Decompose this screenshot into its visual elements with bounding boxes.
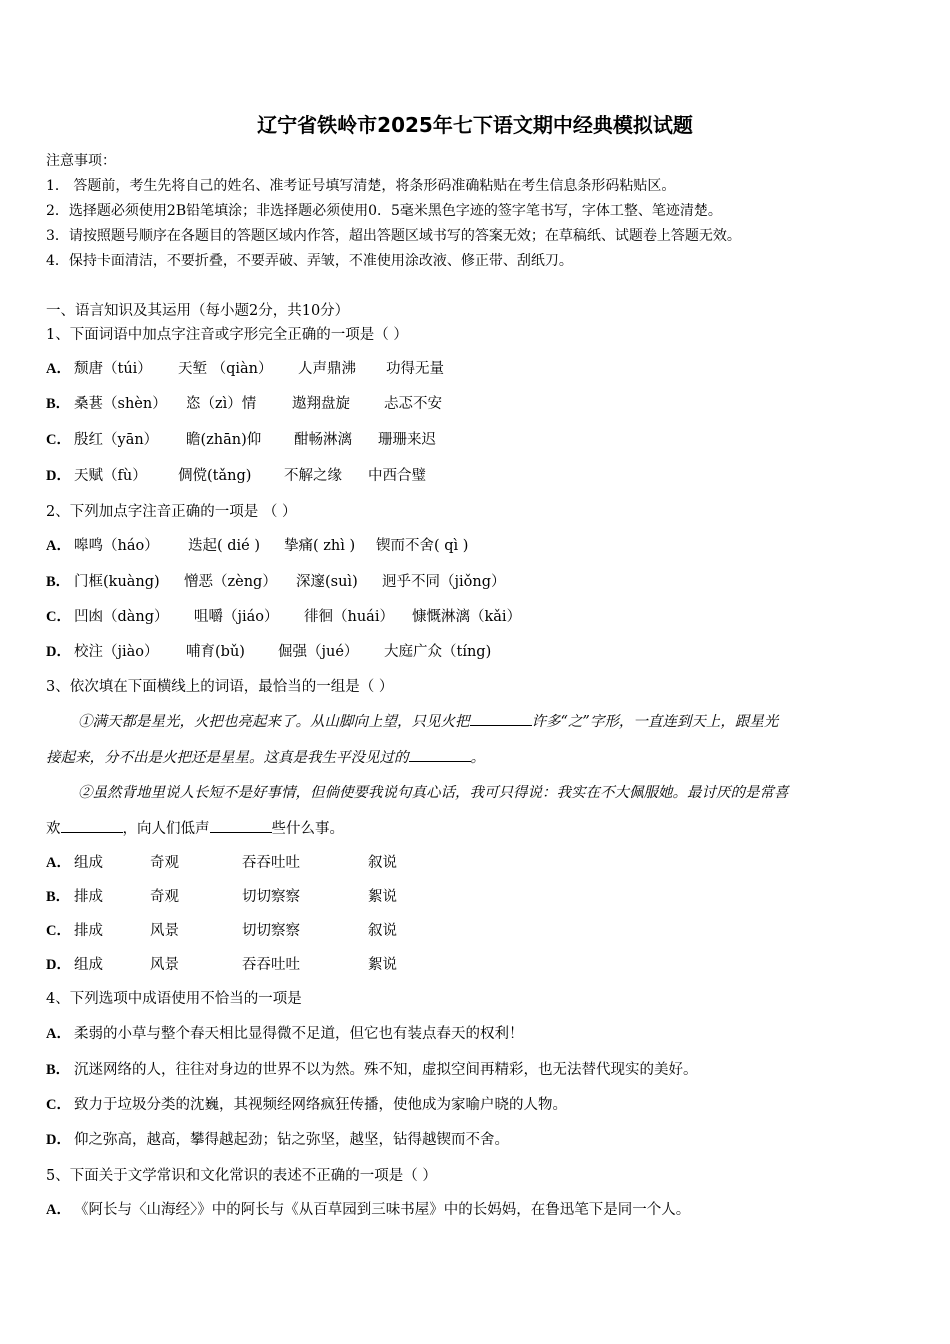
option-label: D． — [46, 644, 71, 660]
option-item: 迥乎不同（jiǒng） — [382, 574, 506, 590]
option-item: 组成 — [74, 957, 103, 973]
option-row — [46, 535, 468, 557]
option-item: 吞吞吐吐 — [242, 855, 300, 871]
notice-item: 4．保持卡面清洁，不要折叠，不要弄破、弄皱，不准使用涂改液、修正带、刮纸刀。 — [46, 253, 573, 269]
option-label: A． — [46, 361, 71, 377]
option-row — [46, 1023, 524, 1045]
section-heading: 一、语言知识及其运用（每小题2分，共10分） — [46, 303, 350, 319]
option-row — [46, 1094, 567, 1116]
option-label: D． — [46, 1132, 71, 1148]
option-label: A． — [46, 1026, 71, 1042]
option-item: 遨翔盘旋 — [292, 396, 350, 412]
notice-item: 2．选择题必须使用2B铅笔填涂；非选择题必须使用0．5毫米黑色字迹的签字笔书写，字体工整、笔迹清楚。 — [46, 203, 722, 219]
option-item: 排成 — [74, 923, 103, 939]
option-item: 切切察察 — [242, 923, 300, 939]
question-stem: 2、下列加点字注音正确的一项是 （ ） — [46, 504, 297, 520]
passage-text: 。 — [470, 750, 485, 766]
fill-blank — [210, 818, 272, 833]
option-item: 不解之缘 — [284, 468, 342, 484]
passage-text: ②虽然背地里说人长短不是好事情，但倘使要我说句真心话，我可只得说：我实在不大佩服她。最讨厌的是常喜 — [78, 785, 789, 801]
passage-line — [46, 747, 485, 769]
passage-line — [46, 818, 344, 840]
option-text: 仰之弥高，越高，攀得越起劲；钻之弥坚，越坚，钻得越锲而不舍。 — [74, 1132, 509, 1148]
option-row — [46, 852, 397, 874]
option-item: 天堑 （qiàn） — [178, 361, 273, 377]
option-item: 絮说 — [368, 957, 397, 973]
option-item: 颓唐（túi） — [74, 361, 152, 377]
fill-blank — [470, 711, 532, 726]
option-label: D． — [46, 468, 71, 484]
option-text: 柔弱的小草与整个春天相比显得微不足道，但它也有装点春天的权利！ — [74, 1026, 524, 1042]
option-text: 沉迷网络的人，往往对身边的世界不以为然。殊不知，虚拟空间再精彩，也无法替代现实的美好。 — [74, 1062, 698, 1078]
option-item: 恣（zì）情 — [186, 396, 257, 412]
option-item: 叙说 — [368, 855, 397, 871]
option-row — [46, 393, 442, 415]
option-item: 憎恶（zèng） — [184, 574, 277, 590]
option-item: 中西合璧 — [368, 468, 426, 484]
notice-item: 3．请按照题号顺序在各题目的答题区域内作答，超出答题区域书写的答案无效；在草稿纸、试题卷上答题无效。 — [46, 228, 741, 244]
option-row — [46, 1059, 698, 1081]
option-label: A． — [46, 538, 71, 554]
option-item: 倔强（jué） — [278, 644, 359, 660]
passage-line — [78, 782, 789, 804]
option-text: 致力于垃圾分类的沈巍，其视频经网络疯狂传播，使他成为家喻户晓的人物。 — [74, 1097, 567, 1113]
option-item: 挚痛( zhì ) — [284, 538, 356, 554]
option-item: 忐忑不安 — [384, 396, 442, 412]
option-text: 《阿长与〈山海经〉》中的阿长与《从百草园到三味书屋》中的长妈妈，在鲁迅笔下是同一个人。 — [74, 1202, 691, 1218]
option-item: 瞻(zhān)仰 — [186, 432, 262, 448]
notice-heading: 注意事项： — [46, 153, 116, 169]
option-row — [46, 429, 436, 451]
option-item: 咀嚼（jiáo） — [194, 609, 279, 625]
option-item: 凹凼（dàng） — [74, 609, 169, 625]
option-item: 哺育(bǔ) — [186, 644, 245, 660]
option-row — [46, 1199, 690, 1221]
option-item: 絮说 — [368, 889, 397, 905]
option-item: 奇观 — [150, 855, 179, 871]
option-label: A． — [46, 855, 71, 871]
option-row — [46, 641, 491, 663]
option-item: 慷慨淋漓（kǎi） — [412, 609, 522, 625]
option-item: 锲而不舍( qì ) — [376, 538, 469, 554]
option-item: 校注（jiào） — [74, 644, 159, 660]
option-item: 徘徊（huái） — [304, 609, 394, 625]
option-item: 门框(kuàng) — [74, 574, 160, 590]
option-item: 大庭广众（tíng) — [384, 644, 492, 660]
option-item: 组成 — [74, 855, 103, 871]
passage-line — [78, 711, 778, 733]
passage-text: 些什么事。 — [271, 821, 344, 837]
notice-item: 1． 答题前，考生先将自己的姓名、准考证号填写清楚，将条形码准确粘贴在考生信息条形码粘贴区。 — [46, 178, 676, 194]
passage-text: 许多“之”字形，一直连到天上，跟星光 — [531, 714, 779, 730]
option-item: 迭起( dié ) — [188, 538, 261, 554]
passage-text: 欢 — [46, 821, 61, 837]
option-row — [46, 886, 397, 908]
option-item: 桑葚（shèn） — [74, 396, 167, 412]
option-item: 珊珊来迟 — [378, 432, 436, 448]
option-label: C． — [46, 609, 71, 625]
option-item: 叙说 — [368, 923, 397, 939]
option-label: A． — [46, 1202, 71, 1218]
option-label: C． — [46, 432, 71, 448]
option-label: C． — [46, 923, 71, 939]
option-label: B． — [46, 889, 71, 905]
option-item: 风景 — [150, 923, 179, 939]
option-item: 吞吞吐吐 — [242, 957, 300, 973]
option-row — [46, 1129, 509, 1151]
fill-blank — [409, 747, 471, 762]
option-row — [46, 920, 397, 942]
option-row — [46, 571, 505, 593]
option-row — [46, 606, 521, 628]
passage-text: 接起来，分不出是火把还是星星。这真是我生平没见过的 — [46, 750, 409, 766]
option-label: B． — [46, 396, 71, 412]
option-row — [46, 465, 426, 487]
option-item: 奇观 — [150, 889, 179, 905]
passage-text: ①满天都是星光，火把也亮起来了。从山脚向上望，只见火把 — [78, 714, 470, 730]
option-row — [46, 358, 444, 380]
page-title: 辽宁省铁岭市2025年七下语文期中经典模拟试题 — [257, 113, 693, 137]
question-stem: 1、下面词语中加点字注音或字形完全正确的一项是（ ） — [46, 327, 408, 343]
option-item: 功得无量 — [386, 361, 444, 377]
option-item: 深邃(suì) — [296, 574, 358, 590]
option-item: 天赋（fù） — [74, 468, 147, 484]
option-item: 殷红（yān） — [74, 432, 159, 448]
option-label: B． — [46, 1062, 71, 1078]
option-item: 人声鼎沸 — [298, 361, 356, 377]
option-label: B． — [46, 574, 71, 590]
option-item: 切切察察 — [242, 889, 300, 905]
question-stem: 3、依次填在下面横线上的词语，最恰当的一组是（ ） — [46, 679, 394, 695]
option-item: 排成 — [74, 889, 103, 905]
option-label: D． — [46, 957, 71, 973]
option-item: 倜傥(tǎng) — [178, 468, 252, 484]
question-stem: 5、下面关于文学常识和文化常识的表述不正确的一项是（ ） — [46, 1168, 437, 1184]
fill-blank — [61, 818, 123, 833]
option-item: 酣畅淋漓 — [294, 432, 352, 448]
question-stem: 4、下列选项中成语使用不恰当的一项是 — [46, 991, 302, 1007]
option-item: 嗥鸣（háo） — [74, 538, 159, 554]
passage-text: ，向人们低声 — [122, 821, 210, 837]
option-label: C． — [46, 1097, 71, 1113]
option-row — [46, 954, 397, 976]
option-item: 风景 — [150, 957, 179, 973]
